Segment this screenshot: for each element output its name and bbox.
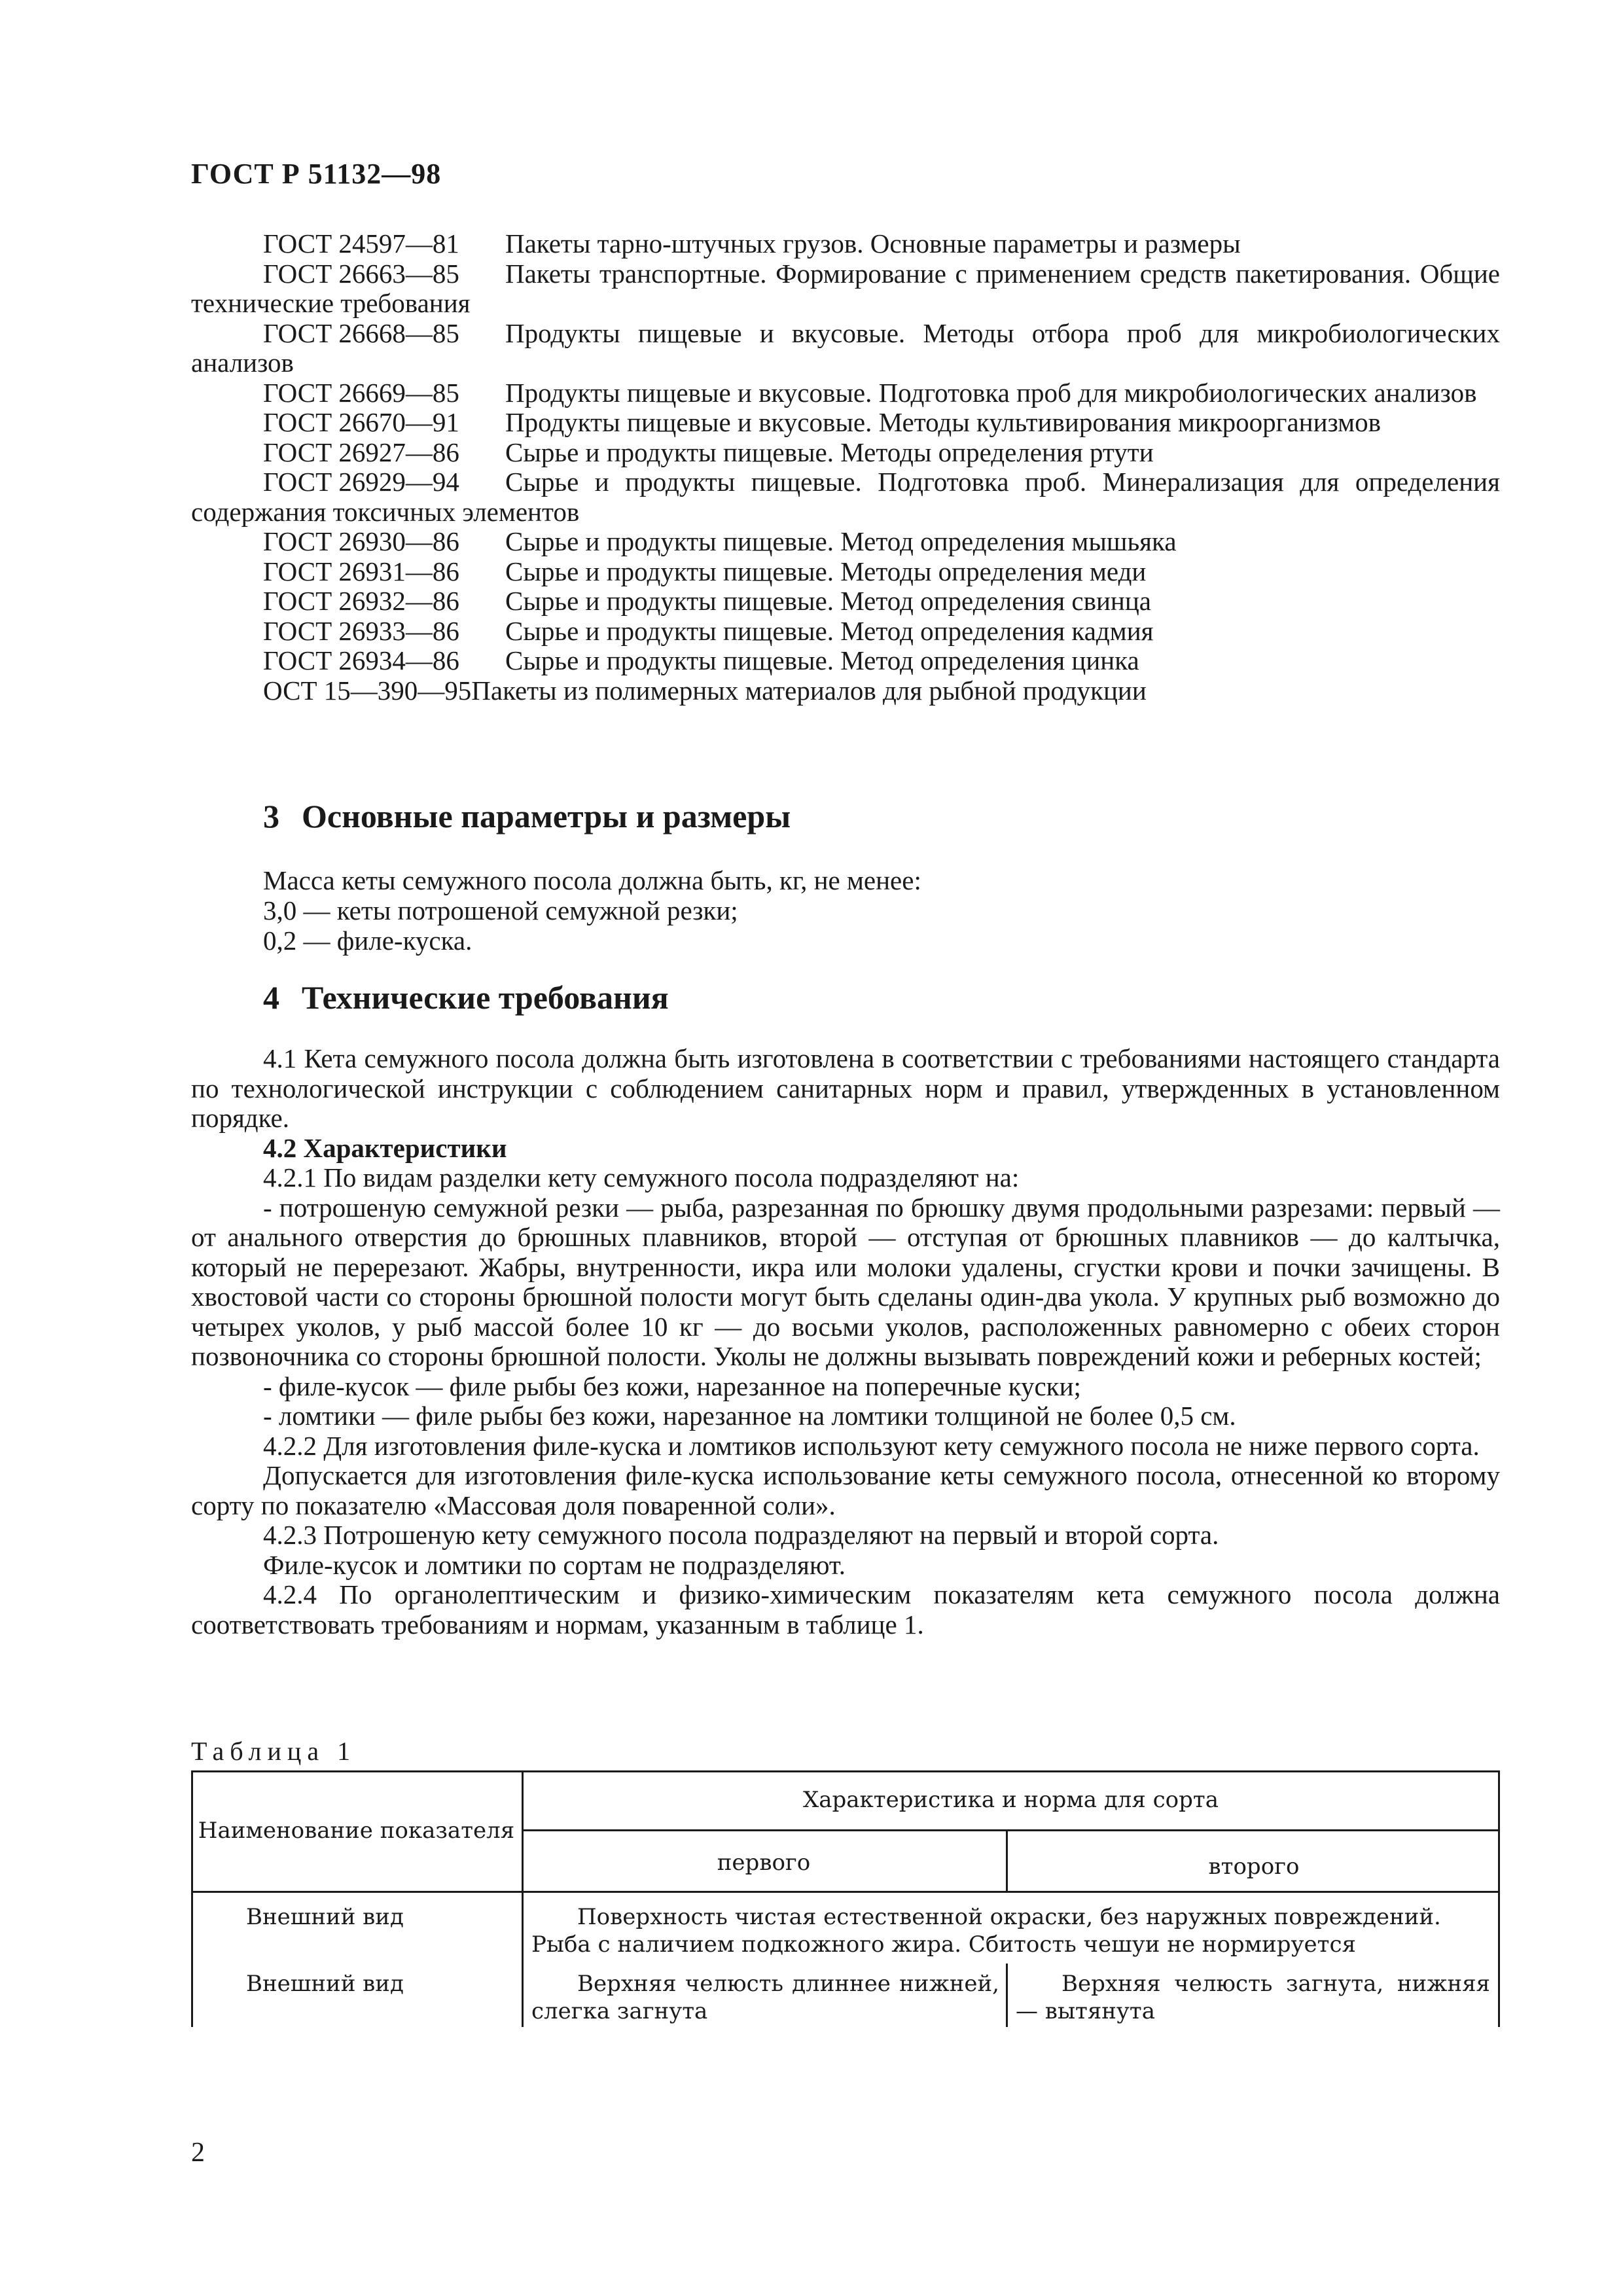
table-row-merged-value: Поверхность чистая естественной окраски, без наружных повреждений. Рыба с наличием подкожного жира. Сбитость чешуи не нормируется (531, 1904, 1441, 1958)
reference-code: ГОСТ 26931—86 (263, 556, 459, 586)
reference-code: ГОСТ 24597—81 (263, 228, 459, 259)
reference-code: ГОСТ 26663—85 (263, 258, 459, 289)
paragraph: 4.2.1 По видам разделки кету семужного посола подразделяют на: (263, 1162, 1020, 1193)
reference-code: ГОСТ 26934—86 (263, 645, 459, 675)
reference-text: Сырье и продукты пищевые. Метод определения свинца (505, 586, 1152, 616)
reference-item (191, 319, 1500, 378)
reference-item (191, 408, 1500, 438)
reference-code: ГОСТ 26668—85 (263, 317, 459, 348)
paragraph: 4.2.3 Потрошеную кету семужного посола подразделяют на первый и второй сорта. (263, 1520, 1219, 1550)
table-row-name: Внешний вид (246, 1971, 404, 1997)
paragraph: 4.2.4 По органолептическим и физико-химическим показателям кета семужного посола должна соответствовать требованиям и нормам, указанным в таблице 1. (191, 1579, 1500, 1640)
reference-item (191, 646, 1500, 676)
section-4-heading (263, 978, 669, 1016)
reference-item (191, 586, 1500, 617)
reference-item (191, 676, 1500, 706)
reference-code: ГОСТ 26669—85 (263, 377, 459, 408)
reference-code: ГОСТ 26930—86 (263, 526, 459, 556)
paragraph: - ломтики — филе рыбы без кожи, нарезанное на ломтики толщиной не более 0,5 см. (263, 1401, 1236, 1431)
reference-text: Сырье и продукты пищевые. Подготовка проб. Минерализация для определения содержания токсичных элементов (191, 467, 1500, 527)
reference-code: ОСТ 15—390—95 (263, 675, 472, 706)
subsection-heading: 4.2 Характеристики (263, 1132, 507, 1163)
reference-text: Сырье и продукты пищевые. Метод определения цинка (505, 645, 1139, 675)
section-title: Основные параметры и размеры (302, 798, 791, 834)
section-title: Технические требования (302, 979, 669, 1016)
table-border-left (191, 1770, 193, 2027)
reference-item (191, 438, 1500, 468)
table-row-first-value: Верхняя челюсть длиннее нижней, слегка загнута (531, 1971, 999, 2024)
reference-item (191, 229, 1500, 259)
document-header: ГОСТ Р 51132—98 (191, 158, 442, 190)
reference-text: Продукты пищевые и вкусовые. Подготовка проб для микробиологических анализов (505, 377, 1477, 408)
section-line: 3,0 — кеты потрошеной семужной резки; (263, 895, 738, 925)
reference-code: ГОСТ 26929—94 (263, 467, 459, 497)
reference-text: Сырье и продукты пищевые. Методы определения ртути (505, 437, 1154, 467)
reference-text: Продукты пищевые и вкусовые. Методы отбора проб для микробиологических анализов (191, 317, 1500, 378)
reference-code: ГОСТ 26670—91 (263, 407, 459, 437)
table-header-second-grade: второго (1208, 1854, 1300, 1880)
table-header-name: Наименование показателя (198, 1818, 515, 1844)
table-divider-grade-body (1006, 1964, 1008, 2027)
section-number: 4 (263, 979, 279, 1016)
reference-text: Сырье и продукты пищевые. Методы определения меди (505, 556, 1147, 586)
section-4-body (191, 1044, 1500, 1640)
paragraph: 4.1 Кета семужного посола должна быть изготовлена в соответствии с требованиями настоящего стандарта по технологической инструкции с соблюдением санитарных норм и правил, утвержденных в установленном порядке. (191, 1043, 1500, 1133)
section-3-body (263, 865, 921, 956)
reference-item (191, 378, 1500, 408)
table-divider-group-header (522, 1829, 1500, 1831)
normative-references-list (191, 229, 1500, 706)
section-line: 0,2 — филе-куска. (263, 925, 473, 956)
paragraph: 4.2.2 Для изготовления филе-куска и ломтиков используют кету семужного посола не ниже первого сорта. (263, 1430, 1480, 1461)
table-row-name: Внешний вид (246, 1904, 404, 1930)
reference-code: ГОСТ 26927—86 (263, 437, 459, 467)
table-divider-header-body (191, 1891, 1500, 1893)
table-border-top (191, 1770, 1500, 1772)
table-1 (191, 1770, 1500, 2027)
table-header-group: Характеристика и норма для сорта (803, 1787, 1219, 1813)
reference-item (191, 527, 1500, 557)
reference-item (191, 557, 1500, 587)
reference-item (191, 617, 1500, 647)
section-number: 3 (263, 798, 279, 834)
paragraph: - филе-кусок — филе рыбы без кожи, нарезанное на поперечные куски; (263, 1371, 1081, 1401)
paragraph: Филе-кусок и ломтики по сортам не подразделяют. (263, 1549, 846, 1580)
reference-text: Пакеты тарно-штучных грузов. Основные параметры и размеры (505, 228, 1241, 259)
reference-text: Сырье и продукты пищевые. Метод определения кадмия (505, 615, 1154, 646)
reference-item (191, 259, 1500, 319)
table-row-second-value: Верхняя челюсть загнута, нижняя — вытянута (1016, 1971, 1490, 2024)
section-3-heading (263, 797, 791, 835)
section-line: Масса кеты семужного посола должна быть, кг, не менее: (263, 865, 921, 895)
paragraph: Допускается для изготовления филе-куска использование кеты семужного посола, отнесенной ко второму сорту по показателю «Массовая доля поваренной соли». (191, 1460, 1500, 1520)
reference-text: Сырье и продукты пищевые. Метод определения мышьяка (505, 526, 1177, 556)
reference-code: ГОСТ 26932—86 (263, 586, 459, 616)
reference-code: ГОСТ 26933—86 (263, 615, 459, 646)
page-number: 2 (191, 2138, 205, 2168)
paragraph: - потрошеную семужной резки — рыба, разрезанная по брюшку двумя продольными разрезами: первый — от анального отверстия до брюшных плавников, второй — отступая от брюшных плавников — до калтычка, который не перерезают. Жабры, внутренности, икра или молоки удалены, сгустки крови и почки зачищены. В хвостовой части со стороны брюшной полости могут быть сделаны один-два укола. У крупных рыб возможно до четырех уколов, у рыб массой более 10 кг — до восьми уколов, расположенных равномерно с обеих сторон позвоночника со стороны брюшной полости. Уколы не должны вызывать повреждений кожи и реберных костей; (191, 1192, 1500, 1371)
table-caption: Таблица 1 (191, 1736, 357, 1766)
table-header-first-grade: первого (717, 1850, 811, 1876)
reference-text: Пакеты из полимерных материалов для рыбной продукции (471, 675, 1147, 706)
reference-text: Пакеты транспортные. Формирование с применением средств пакетирования. Общие технические требования (191, 258, 1500, 318)
reference-item (191, 467, 1500, 527)
reference-text: Продукты пищевые и вкусовые. Методы культивирования микроорганизмов (505, 407, 1381, 437)
